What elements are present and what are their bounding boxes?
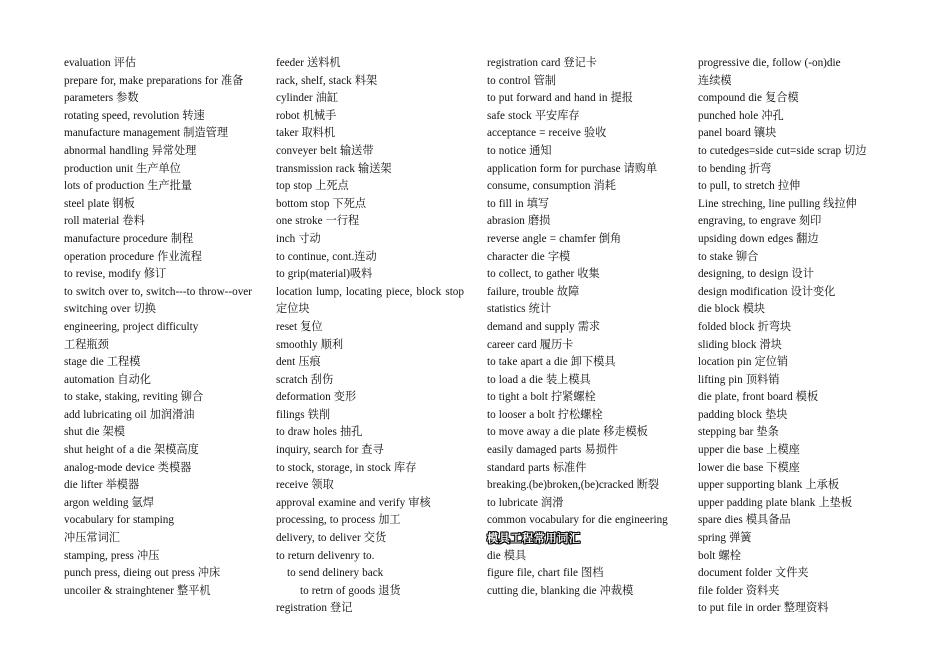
vocab-entry: lifting pin 顶料销 xyxy=(698,373,780,386)
vocab-entry: abnormal handling 异常处理 xyxy=(64,144,197,157)
vocab-entry: roll material 卷料 xyxy=(64,215,145,228)
vocab-entry: die 模具 xyxy=(487,549,527,562)
vocab-entry: to move away a die plate 移走模板 xyxy=(487,426,648,439)
vocab-entry: easily damaged parts 易损件 xyxy=(487,444,619,457)
vocab-entry: analog-mode device 类模器 xyxy=(64,461,192,474)
vocab-entry: evaluation 评估 xyxy=(64,57,137,69)
vocab-entry: safe stock 平安库存 xyxy=(487,109,580,122)
vocab-entry: to tight a bolt 拧紧螺栓 xyxy=(487,391,596,404)
vocab-entry: common vocabulary for die engineering xyxy=(487,514,668,527)
vocab-entry: manufacture management 制造管理 xyxy=(64,127,229,140)
vocab-entry: upper padding plate blank 上垫板 xyxy=(698,496,853,509)
vocab-entry: smoothly 顺利 xyxy=(276,338,344,351)
vocab-entry: failure, trouble 故障 xyxy=(487,285,580,298)
vocab-entry: demand and supply 需求 xyxy=(487,320,601,333)
vocab-entry: progressive die, follow (-on)die xyxy=(698,57,841,69)
vocab-entry: rotating speed, revolution 转速 xyxy=(64,109,205,122)
vocab-entry: Line streching, line pulling 线拉伸 xyxy=(698,197,857,210)
vocab-entry: one stroke 一行程 xyxy=(276,215,360,228)
vocab-entry: stage die 工程模 xyxy=(64,356,141,369)
vocab-entry: deformation 变形 xyxy=(276,391,357,404)
vocab-entry: standard parts 标准件 xyxy=(487,461,587,474)
section-heading: 模具工程常用词汇 xyxy=(487,532,581,546)
vocab-entry: to draw holes 抽孔 xyxy=(276,426,363,439)
vocab-entry: 冲压常词汇 xyxy=(64,532,120,545)
vocab-entry: abrasion 磨损 xyxy=(487,215,551,228)
vocab-entry: punch press, dieing out press 冲床 xyxy=(64,567,221,580)
vocab-entry: die plate, front board 模板 xyxy=(698,391,819,404)
vocab-entry: document folder 文件夹 xyxy=(698,567,809,580)
vocab-entry: application form for purchase 请购单 xyxy=(487,162,658,175)
vocab-entry: to continue, cont.连动 xyxy=(276,250,377,263)
vocab-entry: engineering, project difficulty xyxy=(64,320,199,333)
vocab-entry: lower die base 下模座 xyxy=(698,461,800,474)
column-4 xyxy=(698,55,882,618)
vocab-entry: spring 弹簧 xyxy=(698,532,752,545)
vocab-entry: conveyer belt 输送带 xyxy=(276,144,374,157)
vocab-entry: figure file, chart file 图档 xyxy=(487,567,604,580)
vocab-entry: location pin 定位销 xyxy=(698,356,789,369)
vocab-entry: registration 登记 xyxy=(276,602,353,615)
vocab-entry: to pull, to stretch 拉伸 xyxy=(698,180,801,193)
vocab-entry: to control 管制 xyxy=(487,74,556,87)
vocab-entry: feeder 送料机 xyxy=(276,57,341,69)
column-2 xyxy=(276,55,464,618)
vocab-entry: to stake, staking, reviting 铆合 xyxy=(64,391,204,404)
vocab-entry: lots of production 生产批量 xyxy=(64,180,192,193)
vocab-entry: steel plate 钢板 xyxy=(64,197,135,210)
vocab-entry: argon welding 氩焊 xyxy=(64,496,154,509)
vocab-entry: die block 模块 xyxy=(698,303,766,316)
vocab-entry: bolt 螺栓 xyxy=(698,549,741,562)
vocab-entry: manufacture procedure 制程 xyxy=(64,232,194,245)
vocab-entry: to collect, to gather 收集 xyxy=(487,268,600,281)
vocab-entry: upsiding down edges 翻边 xyxy=(698,232,819,245)
vocab-entry: delivery, to deliver 交货 xyxy=(276,532,387,545)
vocab-entry: designing, to design 设计 xyxy=(698,268,814,281)
vocab-entry: upper die base 上模座 xyxy=(698,444,800,457)
vocab-entry: panel board 镶块 xyxy=(698,127,777,140)
vocab-entry: parameters 参数 xyxy=(64,92,139,105)
vocab-entry: to stake 铆合 xyxy=(698,250,759,263)
vocab-entry: punched hole 冲孔 xyxy=(698,109,784,122)
vocab-entry: robot 机械手 xyxy=(276,109,337,122)
vocab-entry: to load a die 装上模具 xyxy=(487,373,591,386)
vocab-entry: upper supporting blank 上承板 xyxy=(698,479,840,492)
vocab-entry: breaking.(be)broken,(be)cracked 断裂 xyxy=(487,479,660,492)
vocab-entry: location lump, locating piece, block stop 定位块 xyxy=(276,285,464,316)
vocab-entry: bottom stop 下死点 xyxy=(276,197,367,210)
vocab-entry: shut die 架模 xyxy=(64,426,125,439)
vocab-entry: dent 压痕 xyxy=(276,356,321,369)
vocab-entry: add lubricating oil 加润滑油 xyxy=(64,408,195,421)
vocab-entry: transmission rack 输送架 xyxy=(276,162,392,175)
vocab-entry: inch 寸动 xyxy=(276,232,321,245)
vocab-entry: shut height of a die 架模高度 xyxy=(64,444,199,457)
column-3 xyxy=(487,55,675,600)
vocab-entry: die lifter 举模器 xyxy=(64,479,140,492)
vocab-entry: folded block 折弯块 xyxy=(698,320,792,333)
vocab-entry: taker 取料机 xyxy=(276,127,336,140)
vocab-entry: to notice 通知 xyxy=(487,144,552,157)
vocab-entry: reset 复位 xyxy=(276,320,323,333)
column-1 xyxy=(64,55,252,600)
vocab-entry: compound die 复合模 xyxy=(698,92,799,105)
vocab-entry: to send delinery back xyxy=(287,567,384,580)
vocab-entry: design modification 设计变化 xyxy=(698,285,836,298)
vocab-entry: statistics 统计 xyxy=(487,303,552,316)
vocab-entry: reverse angle = chamfer 倒角 xyxy=(487,232,622,245)
vocab-entry: to fill in 填写 xyxy=(487,197,550,210)
vocab-entry: to return delivenry to. xyxy=(276,549,375,562)
vocab-entry: career card 履历卡 xyxy=(487,338,574,351)
vocab-entry: scratch 刮伤 xyxy=(276,373,334,386)
vocab-entry: spare dies 模具备品 xyxy=(698,514,791,527)
vocab-entry: vocabulary for stamping xyxy=(64,514,174,527)
vocab-entry: to switch over to, switch---to throw--over switching over 切换 xyxy=(64,285,252,316)
vocab-entry: registration card 登记卡 xyxy=(487,57,597,69)
vocab-entry: receive 领取 xyxy=(276,479,334,492)
vocab-entry: to grip(material)吸料 xyxy=(276,268,373,281)
vocab-entry: to cutedges=side cut=side scrap 切边 xyxy=(698,144,867,157)
vocab-entry: file folder 资料夹 xyxy=(698,584,780,597)
vocab-entry: to bending 折弯 xyxy=(698,162,772,175)
vocab-entry: to looser a bolt 拧松螺栓 xyxy=(487,408,603,421)
vocab-entry: sliding block 滑块 xyxy=(698,338,782,351)
vocab-entry: to lubricate 润滑 xyxy=(487,496,564,509)
vocab-entry: to stock, storage, in stock 库存 xyxy=(276,461,417,474)
vocab-entry: to retrn of goods 退货 xyxy=(300,584,401,597)
vocab-entry: stamping, press 冲压 xyxy=(64,549,160,562)
vocab-entry: to put file in order 整理资料 xyxy=(698,602,829,615)
vocab-entry: rack, shelf, stack 料架 xyxy=(276,74,378,87)
vocab-entry: 工程瓶颈 xyxy=(64,338,109,351)
vocab-entry: operation procedure 作业流程 xyxy=(64,250,202,263)
vocab-entry: to put forward and hand in 提报 xyxy=(487,92,633,105)
vocab-entry: engraving, to engrave 刻印 xyxy=(698,215,822,228)
vocab-entry: consume, consumption 消耗 xyxy=(487,180,616,193)
vocab-entry: to take apart a die 卸下模具 xyxy=(487,356,616,369)
vocab-entry: top stop 上死点 xyxy=(276,180,349,193)
vocab-entry: automation 自动化 xyxy=(64,373,151,386)
vocab-entry: to revise, modify 修订 xyxy=(64,268,167,281)
vocab-entry: production unit 生产单位 xyxy=(64,162,181,175)
vocab-entry: prepare for, make preparations for 准备 xyxy=(64,74,244,87)
vocab-entry: approval examine and verify 审核 xyxy=(276,496,431,509)
vocab-entry: stepping bar 垫条 xyxy=(698,426,779,439)
vocab-entry: acceptance = receive 验收 xyxy=(487,127,607,140)
vocab-entry: uncoiler & strainghtener 整平机 xyxy=(64,584,211,597)
vocab-entry: cylinder 油缸 xyxy=(276,92,339,105)
vocab-entry: padding block 垫块 xyxy=(698,408,788,421)
vocab-entry: cutting die, blanking die 冲裁模 xyxy=(487,584,634,597)
vocab-entry: 连续模 xyxy=(698,74,732,87)
vocab-entry: inquiry, search for 查寻 xyxy=(276,444,384,457)
vocab-entry: filings 铁削 xyxy=(276,408,331,421)
vocab-entry: character die 字模 xyxy=(487,250,571,263)
vocab-entry: processing, to process 加工 xyxy=(276,514,401,527)
